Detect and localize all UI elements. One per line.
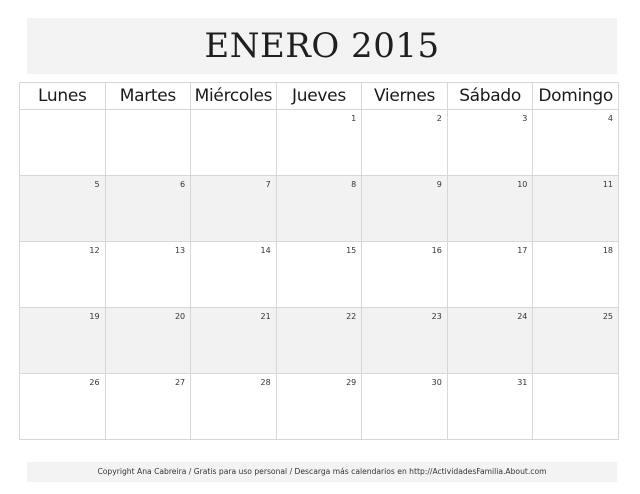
day-cell [105, 308, 191, 374]
day-cell [533, 176, 619, 242]
day-number: 5 [94, 180, 100, 189]
day-number: 24 [517, 312, 528, 321]
day-cell [191, 374, 277, 440]
day-cell [105, 374, 191, 440]
day-cell [191, 110, 277, 176]
day-cell [20, 242, 106, 308]
day-number: 3 [522, 114, 528, 123]
day-cell [447, 176, 533, 242]
day-cell [447, 308, 533, 374]
day-cell [105, 176, 191, 242]
day-number: 23 [431, 312, 442, 321]
day-number: 28 [260, 378, 271, 387]
weekday-friday: Viernes [362, 83, 448, 110]
day-number: 16 [431, 246, 442, 255]
day-number [106, 110, 191, 114]
weekday-wednesday: Miércoles [191, 83, 277, 110]
day-number: 30 [431, 378, 442, 387]
day-cell [191, 242, 277, 308]
day-number: 31 [517, 378, 528, 387]
day-cell [447, 110, 533, 176]
weekday-monday: Lunes [20, 83, 106, 110]
day-number: 19 [89, 312, 100, 321]
day-cell [362, 176, 448, 242]
day-cell [105, 242, 191, 308]
day-number: 20 [174, 312, 186, 321]
day-number: 8 [351, 180, 357, 189]
day-cell [362, 374, 448, 440]
week-row-3 [20, 242, 619, 308]
day-cell [191, 308, 277, 374]
day-cell [20, 308, 106, 374]
day-number: 12 [89, 246, 100, 255]
day-cell [276, 308, 362, 374]
weekday-header-row [20, 83, 619, 110]
day-number: 4 [607, 114, 613, 123]
day-number: 9 [436, 180, 442, 189]
day-number: 7 [265, 180, 271, 189]
day-number: 2 [436, 114, 442, 123]
calendar-grid [19, 82, 619, 440]
day-number: 6 [180, 180, 186, 189]
day-cell [276, 110, 362, 176]
day-number: 18 [602, 246, 613, 255]
day-cell [362, 110, 448, 176]
day-number: 17 [517, 246, 528, 255]
week-row-5 [20, 374, 619, 440]
weekday-thursday: Jueves [276, 83, 362, 110]
day-number: 21 [260, 312, 271, 321]
day-cell [362, 308, 448, 374]
day-cell [276, 242, 362, 308]
day-cell [447, 242, 533, 308]
title-band [27, 18, 617, 74]
week-row-4 [20, 308, 619, 374]
day-cell [533, 374, 619, 440]
week-row-1 [20, 110, 619, 176]
day-cell [276, 176, 362, 242]
day-number: 22 [346, 312, 357, 321]
day-number [20, 110, 105, 114]
day-cell [20, 374, 106, 440]
day-cell [276, 374, 362, 440]
day-number: 11 [602, 180, 613, 189]
day-number: 1 [351, 114, 357, 123]
day-number [191, 110, 276, 114]
day-cell [20, 176, 106, 242]
day-number: 26 [89, 378, 100, 387]
day-number: 13 [174, 246, 186, 255]
copyright-footer: Copyright Ana Cabreira / Gratis para uso personal / Descarga más calendarios en http://ActividadesFamilia.About.com [27, 462, 617, 482]
week-row-2 [20, 176, 619, 242]
day-number: 29 [346, 378, 357, 387]
day-number: 14 [260, 246, 271, 255]
weekday-tuesday: Martes [105, 83, 191, 110]
day-number [533, 374, 618, 378]
day-number: 27 [174, 378, 186, 387]
day-cell [20, 110, 106, 176]
day-number: 15 [346, 246, 357, 255]
day-cell [533, 110, 619, 176]
day-number: 25 [602, 312, 613, 321]
day-cell [447, 374, 533, 440]
day-number: 10 [517, 180, 528, 189]
day-cell [191, 176, 277, 242]
day-cell [533, 308, 619, 374]
weekday-sunday: Domingo [533, 83, 619, 110]
day-cell [362, 242, 448, 308]
day-cell [533, 242, 619, 308]
day-cell [105, 110, 191, 176]
calendar-title: ENERO 2015 [204, 26, 440, 66]
weekday-saturday: Sábado [447, 83, 533, 110]
